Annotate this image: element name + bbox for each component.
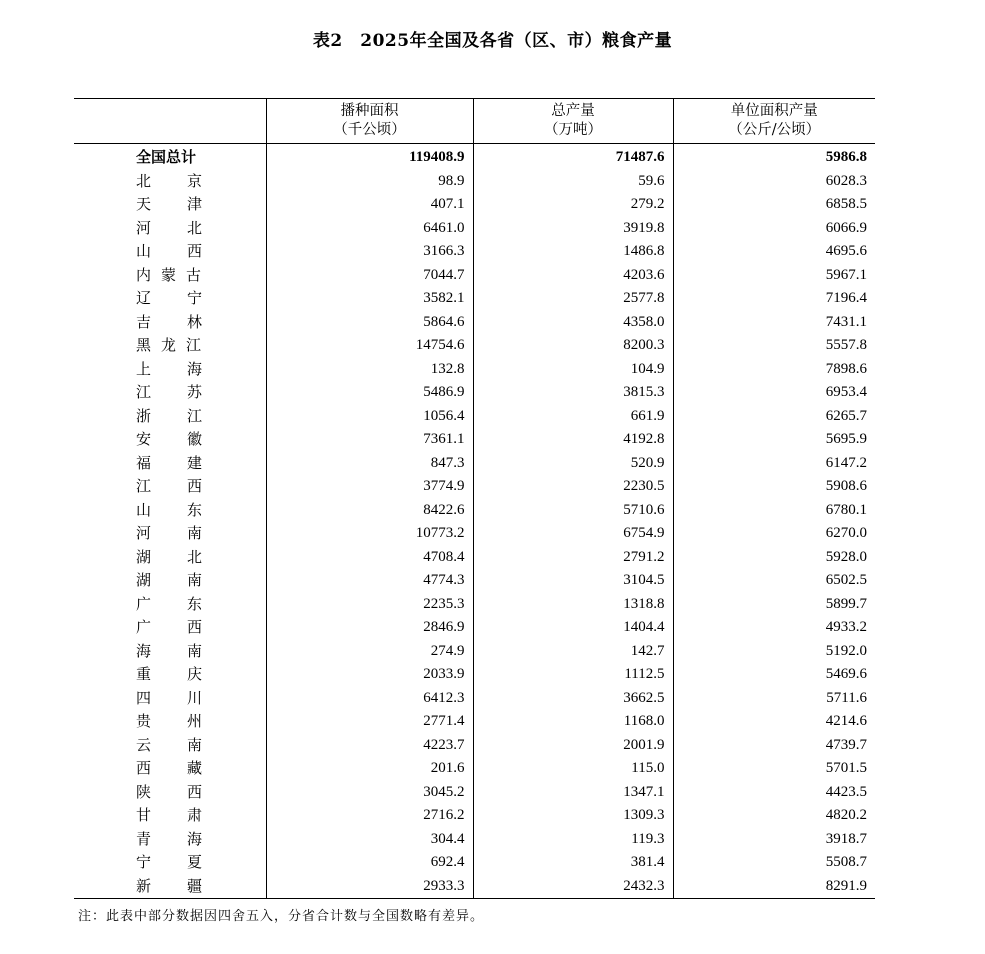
total-output-value: 119.3 [473,828,673,852]
total-output-value: 1318.8 [473,593,673,617]
yield-value: 3918.7 [673,828,875,852]
total-output-value: 661.9 [473,405,673,429]
table-row [74,781,875,805]
yield-value: 6028.3 [673,170,875,194]
yield-value: 5711.6 [673,687,875,711]
sown-area-value: 4774.3 [266,569,473,593]
yield-value: 5508.7 [673,851,875,875]
header-yield-unit: （公斤/公顷） [728,122,821,138]
grain-output-table [74,98,875,899]
region-name: 宁夏 [136,853,239,872]
region-name: 新疆 [74,875,266,899]
sown-area-value: 6412.3 [266,687,473,711]
total-output-value: 4192.8 [473,428,673,452]
table-row [74,170,875,194]
region-name: 黑龙江 [136,336,212,355]
yield-value: 5192.0 [673,640,875,664]
total-output-value: 6754.9 [473,522,673,546]
table-row [74,663,875,687]
sown-area-value: 7044.7 [266,264,473,288]
total-output-value: 2432.3 [473,875,673,899]
total-output-value: 3104.5 [473,569,673,593]
total-output-value: 1404.4 [473,616,673,640]
sown-area-value: 5864.6 [266,311,473,335]
sown-area-value: 304.4 [266,828,473,852]
total-output-value: 4203.6 [473,264,673,288]
sown-area-value: 2235.3 [266,593,473,617]
table-row [74,217,875,241]
header-yield [673,99,875,144]
region-name: 上海 [136,359,239,378]
total-output-value: 3919.8 [473,217,673,241]
total-output-value: 104.9 [473,358,673,382]
region-name: 河北 [136,218,239,237]
sown-area-value: 2846.9 [266,616,473,640]
sown-area-value: 5486.9 [266,381,473,405]
region-name: 陕西 [136,782,239,801]
table-row [74,875,875,899]
table-row [74,804,875,828]
region-name: 青海 [136,829,239,848]
total-output-value: 1486.8 [473,240,673,264]
sown-area-value: 274.9 [266,640,473,664]
header-total-output [473,99,673,144]
table-row [74,851,875,875]
region-name: 北京 [136,171,239,190]
table-row [74,452,875,476]
table-row [74,734,875,758]
region-name: 西藏 [136,759,239,778]
region-name: 山东 [136,500,239,519]
region-name: 天津 [136,195,239,214]
sown-area-value: 3582.1 [266,287,473,311]
table-row [74,264,875,288]
header-sown-area-label: 播种面积 [340,103,399,119]
yield-value: 5701.5 [673,757,875,781]
region-name: 内蒙古 [136,265,212,284]
yield-value: 4695.6 [673,240,875,264]
sown-area-value: 1056.4 [266,405,473,429]
region-name: 河南 [136,524,239,543]
table-row [74,193,875,217]
region-name: 广东 [136,594,239,613]
yield-value: 5557.8 [673,334,875,358]
table-row [74,522,875,546]
yield-value: 8291.9 [673,875,875,899]
sown-area-value: 14754.6 [266,334,473,358]
total-output-value: 5710.6 [473,499,673,523]
yield-value: 5908.6 [673,475,875,499]
table-row [74,757,875,781]
total-output-value: 1309.3 [473,804,673,828]
table-title: 表2 2025年全国及各省（区、市）粮食产量 [312,31,673,51]
total-row [74,144,875,170]
total-output-value: 2791.2 [473,546,673,570]
yield-value: 5986.8 [673,144,875,170]
region-name: 广西 [136,618,239,637]
total-output-value: 59.6 [473,170,673,194]
table-row [74,593,875,617]
region-name: 山西 [136,242,239,261]
total-output-value: 71487.6 [473,144,673,170]
total-output-value: 142.7 [473,640,673,664]
yield-value: 5967.1 [673,264,875,288]
region-name: 四川 [136,688,239,707]
sown-area-value: 6461.0 [266,217,473,241]
yield-value: 5695.9 [673,428,875,452]
sown-area-value: 3045.2 [266,781,473,805]
yield-value: 5928.0 [673,546,875,570]
yield-value: 4933.2 [673,616,875,640]
sown-area-value: 2033.9 [266,663,473,687]
yield-value: 7898.6 [673,358,875,382]
yield-value: 6953.4 [673,381,875,405]
table-row [74,828,875,852]
total-output-value: 1168.0 [473,710,673,734]
total-output-value: 381.4 [473,851,673,875]
table-row [74,640,875,664]
table-row [74,499,875,523]
table-row [74,616,875,640]
table-row [74,546,875,570]
sown-area-value: 2771.4 [266,710,473,734]
total-output-value: 2577.8 [473,287,673,311]
table-footnote: 注：此表中部分数据因四舍五入，分省合计数与全国数略有差异。 [78,909,485,924]
region-name: 全国总计 [136,148,197,167]
yield-value: 4214.6 [673,710,875,734]
header-yield-label: 单位面积产量 [730,103,818,119]
region-name: 江西 [136,477,239,496]
total-output-value: 520.9 [473,452,673,476]
region-name: 重庆 [136,665,239,684]
sown-area-value: 119408.9 [266,144,473,170]
sown-area-value: 847.3 [266,452,473,476]
region-name: 湖北 [136,547,239,566]
header-row [74,99,875,144]
yield-value: 6265.7 [673,405,875,429]
region-name: 云南 [136,735,239,754]
table-row [74,381,875,405]
yield-value: 4739.7 [673,734,875,758]
sown-area-value: 3774.9 [266,475,473,499]
region-name: 江苏 [136,383,239,402]
table-row [74,710,875,734]
yield-value: 7431.1 [673,311,875,335]
region-name: 福建 [136,453,239,472]
table-row [74,569,875,593]
region-name: 安徽 [136,430,239,449]
header-region [74,99,266,144]
table-row [74,240,875,264]
region-name: 海南 [136,641,239,660]
sown-area-value: 692.4 [266,851,473,875]
sown-area-value: 3166.3 [266,240,473,264]
region-name: 甘肃 [136,806,239,825]
header-sown-area-unit: （千公顷） [333,122,406,138]
total-output-value: 2001.9 [473,734,673,758]
sown-area-value: 132.8 [266,358,473,382]
total-output-value: 8200.3 [473,334,673,358]
yield-value: 6066.9 [673,217,875,241]
total-output-value: 4358.0 [473,311,673,335]
table-row [74,358,875,382]
table-row [74,475,875,499]
total-output-value: 115.0 [473,757,673,781]
yield-value: 4423.5 [673,781,875,805]
total-output-value: 1112.5 [473,663,673,687]
region-name: 湖南 [136,571,239,590]
table-row [74,311,875,335]
total-output-value: 3662.5 [473,687,673,711]
yield-value: 4820.2 [673,804,875,828]
yield-value: 7196.4 [673,287,875,311]
total-output-value: 1347.1 [473,781,673,805]
total-output-value: 2230.5 [473,475,673,499]
total-output-value: 3815.3 [473,381,673,405]
total-output-value: 279.2 [473,193,673,217]
yield-value: 6270.0 [673,522,875,546]
sown-area-value: 407.1 [266,193,473,217]
header-sown-area [266,99,473,144]
sown-area-value: 4223.7 [266,734,473,758]
yield-value: 6780.1 [673,499,875,523]
region-name: 吉林 [136,312,239,331]
yield-value: 5469.6 [673,663,875,687]
table-row [74,428,875,452]
sown-area-value: 2716.2 [266,804,473,828]
header-total-output-unit: （万吨） [544,122,602,138]
region-name: 浙江 [136,406,239,425]
yield-value: 6147.2 [673,452,875,476]
sown-area-value: 7361.1 [266,428,473,452]
sown-area-value: 4708.4 [266,546,473,570]
yield-value: 6502.5 [673,569,875,593]
sown-area-value: 201.6 [266,757,473,781]
table-row [74,334,875,358]
table-row [74,687,875,711]
sown-area-value: 98.9 [266,170,473,194]
header-total-output-label: 总产量 [551,103,595,119]
table-row [74,287,875,311]
sown-area-value: 8422.6 [266,499,473,523]
yield-value: 6858.5 [673,193,875,217]
table-row [74,405,875,429]
sown-area-value: 2933.3 [266,875,473,899]
region-name: 辽宁 [136,289,239,308]
yield-value: 5899.7 [673,593,875,617]
region-name: 贵州 [136,712,239,731]
sown-area-value: 10773.2 [266,522,473,546]
